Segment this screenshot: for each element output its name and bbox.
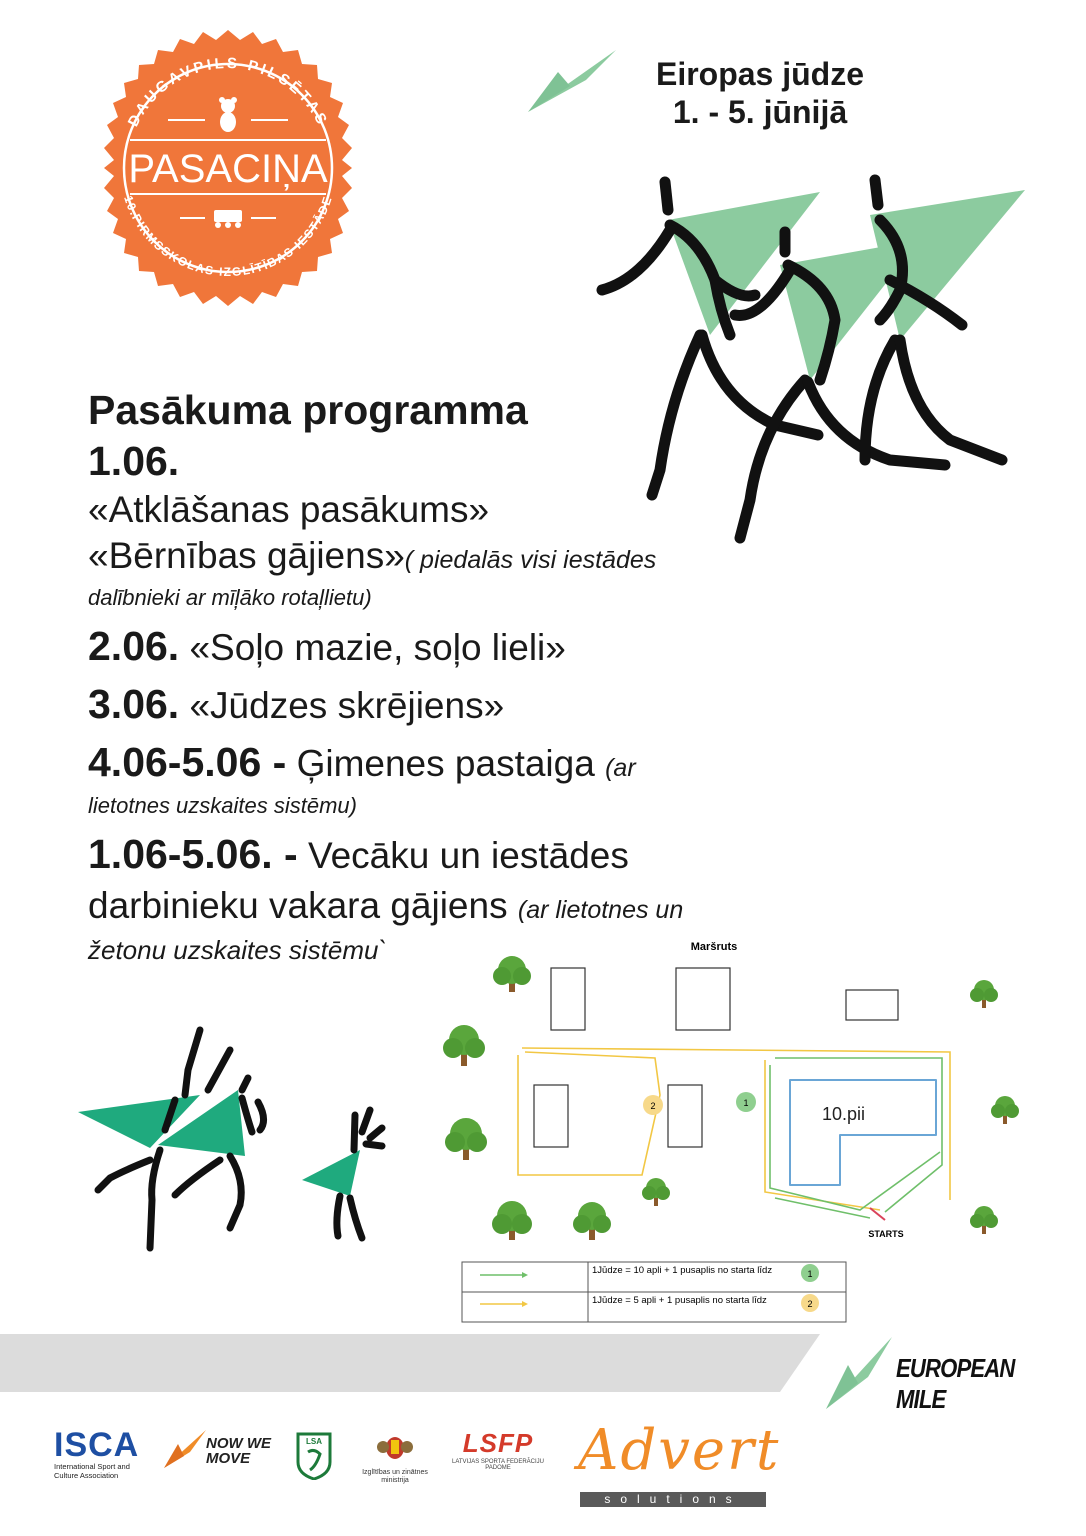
event-program — [88, 385, 808, 967]
day4-note-part2: lietotnes uzskaites sistēmu) — [88, 793, 357, 818]
european-mile-text: EUROPEAN MILE — [896, 1353, 1015, 1414]
day3-event: «Jūdzes skrējiens» — [189, 685, 505, 726]
lsa-text: LSA — [306, 1437, 322, 1446]
day5-event-part2: darbinieku vakara gājiens — [88, 885, 508, 926]
lsfp-logo — [448, 1428, 548, 1471]
now-we-move-arrow-icon — [162, 1428, 208, 1472]
now-we-move-text: NOW WE MOVE — [206, 1435, 271, 1467]
day1-event2: «Bērnības gājiens» — [88, 535, 405, 576]
train-icon — [214, 210, 242, 228]
map-legend — [462, 1262, 846, 1322]
map-title: Maršruts — [690, 941, 738, 953]
legend-marker2: 2 — [807, 1299, 813, 1309]
svg-text:2: 2 — [650, 1101, 656, 1111]
advert-solutions-bar: solutions — [580, 1492, 766, 1507]
day5-date: 1.06-5.06. - — [88, 831, 298, 877]
izm-subtitle: Izglītības un zinātnes ministrija — [362, 1469, 428, 1484]
day4-line — [88, 739, 808, 791]
coat-of-arms-icon — [375, 1432, 415, 1462]
pasacina-badge-logo — [90, 30, 366, 306]
marker-2 — [643, 1095, 663, 1115]
day1-note-part1: ( piedalās visi iestādes — [404, 546, 657, 574]
lsa-shield-logo — [296, 1432, 332, 1480]
day1-event2-line — [88, 533, 808, 583]
day2-line — [88, 623, 808, 671]
kindergarten-building — [790, 1080, 936, 1185]
route-map — [430, 930, 1030, 1325]
badge-arc-bottom-text: 10.PIRMSSKOLAS IZGLĪTĪBAS IESTĀDE — [121, 193, 335, 280]
footer-grey-band — [0, 1334, 820, 1392]
day5-event-part1: Vecāku un iestādes — [307, 835, 629, 876]
day1-event1: «Atklāšanas pasākums» — [88, 489, 490, 530]
legend-row1-text: 1Jūdze = 10 apli + 1 pusaplis no starta līdz — [592, 1265, 773, 1276]
dancing-figures-illustration — [70, 1020, 410, 1260]
legend-row2-text: 1Jūdze = 5 apli + 1 pusaplis no starta līdz — [592, 1295, 767, 1306]
legend-marker1: 1 — [807, 1269, 813, 1279]
day5-line — [88, 831, 808, 879]
building-label: 10.pii — [822, 1104, 866, 1124]
event-dates: 1. - 5. jūnijā — [672, 94, 848, 130]
day2-event: «Soļo mazie, soļo lieli» — [189, 627, 566, 668]
day4-date: 4.06-5.06 - — [88, 739, 287, 785]
day3-date: 3.06. — [88, 681, 180, 727]
advert-solutions-logo — [572, 1418, 792, 1510]
badge-name: PASACIŅA — [128, 147, 328, 191]
isca-subtitle: International Sport and Culture Association — [54, 1462, 130, 1480]
svg-text:1: 1 — [743, 1098, 749, 1108]
badge-arc-top-text: DAUGAVPILS PILSĒTAS — [124, 54, 332, 130]
izm-coat-of-arms-logo — [355, 1432, 435, 1485]
event-title-line1: Eiropas jūdze — [655, 56, 865, 92]
day2-date: 2.06. — [88, 623, 180, 669]
now-we-move-logo — [162, 1428, 282, 1478]
start-label: STARTS — [868, 1229, 904, 1239]
day5-note-part1: (ar lietotnes un — [517, 896, 684, 924]
day5-note-part2: žetonu uzskaites sistēmu` — [88, 935, 388, 965]
program-title: Pasākuma programma — [88, 387, 528, 433]
day3-line — [88, 681, 808, 729]
isca-name: ISCA — [54, 1426, 140, 1464]
advert-script-text: Advert — [578, 1418, 781, 1483]
day1-date: 1.06. — [88, 438, 180, 484]
event-title — [600, 55, 920, 131]
day4-note-part1: (ar — [605, 754, 636, 782]
day5-line2 — [88, 883, 808, 933]
day1-note-part2: dalībnieki ar mīļāko rotaļlietu) — [88, 585, 372, 610]
lsfp-name: LSFP — [462, 1428, 534, 1458]
marker-1 — [736, 1092, 756, 1112]
day4-event: Ģimenes pastaiga — [296, 743, 595, 784]
lsfp-subtitle: LATVIJAS SPORTA FEDERĀCIJU PADOME — [451, 1459, 545, 1471]
isca-logo — [54, 1428, 154, 1480]
